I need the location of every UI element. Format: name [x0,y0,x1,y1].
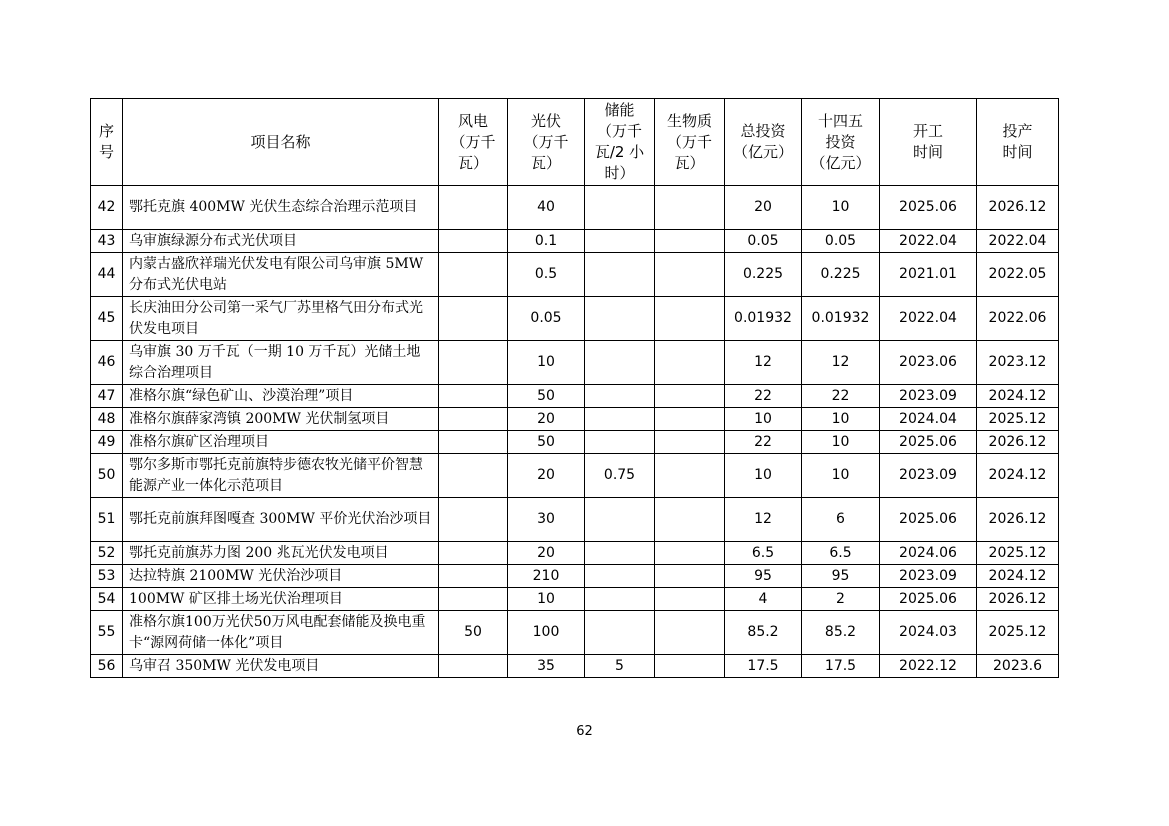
project-name: 鄂托克前旗苏力图 200 兆瓦光伏发电项目 [123,542,439,565]
table-row [91,542,1059,565]
plan-investment: 85.2 [802,611,880,655]
plan-investment: 10 [802,186,880,230]
wind-capacity [439,498,508,542]
biomass-capacity [655,498,725,542]
storage-capacity: 5 [585,655,655,678]
project-name: 达拉特旗 2100MW 光伏治沙项目 [123,565,439,588]
table-body [91,186,1059,678]
table-row [91,408,1059,431]
start-time: 2025.06 [880,431,977,454]
table-row [91,611,1059,655]
project-name: 鄂尔多斯市鄂托克前旗特步德农牧光储平价智慧能源产业一体化示范项目 [123,454,439,498]
start-time: 2022.04 [880,297,977,341]
wind-capacity [439,230,508,253]
table-row [91,341,1059,385]
wind-capacity [439,297,508,341]
row-number: 42 [91,186,123,230]
plan-investment: 0.05 [802,230,880,253]
start-time: 2025.06 [880,498,977,542]
project-name: 100MW 矿区排土场光伏治理项目 [123,588,439,611]
plan-investment: 10 [802,454,880,498]
header-start-time: 开工 时间 [880,99,977,186]
row-number: 55 [91,611,123,655]
header-row [91,99,1059,186]
plan-investment: 10 [802,408,880,431]
wind-capacity [439,186,508,230]
pv-capacity: 20 [508,542,585,565]
operation-time: 2022.05 [977,253,1059,297]
table-row [91,431,1059,454]
start-time: 2023.09 [880,385,977,408]
table-row [91,385,1059,408]
storage-capacity [585,253,655,297]
operation-time: 2022.04 [977,230,1059,253]
total-investment: 12 [725,341,802,385]
biomass-capacity [655,408,725,431]
biomass-capacity [655,253,725,297]
operation-time: 2026.12 [977,186,1059,230]
header-total-investment: 总投资 （亿元） [725,99,802,186]
storage-capacity [585,408,655,431]
operation-time: 2025.12 [977,408,1059,431]
storage-capacity: 0.75 [585,454,655,498]
storage-capacity [585,565,655,588]
plan-investment: 95 [802,565,880,588]
table-row [91,454,1059,498]
operation-time: 2026.12 [977,498,1059,542]
pv-capacity: 0.5 [508,253,585,297]
total-investment: 10 [725,454,802,498]
wind-capacity [439,565,508,588]
project-name: 乌审旗 30 万千瓦（一期 10 万千瓦）光储土地综合治理项目 [123,341,439,385]
start-time: 2024.03 [880,611,977,655]
header-biomass: 生物质 （万千 瓦） [655,99,725,186]
start-time: 2023.09 [880,454,977,498]
plan-investment: 0.225 [802,253,880,297]
operation-time: 2024.12 [977,565,1059,588]
project-name: 准格尔旗“绿色矿山、沙漠治理”项目 [123,385,439,408]
row-number: 44 [91,253,123,297]
plan-investment: 6 [802,498,880,542]
biomass-capacity [655,297,725,341]
start-time: 2022.12 [880,655,977,678]
table-row [91,253,1059,297]
pv-capacity: 20 [508,454,585,498]
pv-capacity: 50 [508,385,585,408]
header-name: 项目名称 [123,99,439,186]
wind-capacity [439,588,508,611]
start-time: 2022.04 [880,230,977,253]
start-time: 2021.01 [880,253,977,297]
row-number: 43 [91,230,123,253]
operation-time: 2026.12 [977,431,1059,454]
start-time: 2024.06 [880,542,977,565]
pv-capacity: 0.1 [508,230,585,253]
start-time: 2023.06 [880,341,977,385]
biomass-capacity [655,565,725,588]
total-investment: 20 [725,186,802,230]
pv-capacity: 20 [508,408,585,431]
total-investment: 10 [725,408,802,431]
header-14th-plan-investment: 十四五 投资 （亿元） [802,99,880,186]
project-name: 准格尔旗薛家湾镇 200MW 光伏制氢项目 [123,408,439,431]
biomass-capacity [655,588,725,611]
table-row [91,230,1059,253]
wind-capacity [439,431,508,454]
pv-capacity: 0.05 [508,297,585,341]
total-investment: 6.5 [725,542,802,565]
table-row [91,655,1059,678]
biomass-capacity [655,186,725,230]
total-investment: 12 [725,498,802,542]
page-number: 62 [576,724,593,739]
row-number: 51 [91,498,123,542]
wind-capacity [439,385,508,408]
wind-capacity: 50 [439,611,508,655]
plan-investment: 0.01932 [802,297,880,341]
table-row [91,588,1059,611]
header-pv: 光伏 （万千 瓦） [508,99,585,186]
project-name: 乌审旗绿源分布式光伏项目 [123,230,439,253]
biomass-capacity [655,655,725,678]
pv-capacity: 210 [508,565,585,588]
biomass-capacity [655,454,725,498]
total-investment: 85.2 [725,611,802,655]
storage-capacity [585,297,655,341]
storage-capacity [585,186,655,230]
storage-capacity [585,341,655,385]
biomass-capacity [655,230,725,253]
storage-capacity [585,385,655,408]
storage-capacity [585,542,655,565]
total-investment: 95 [725,565,802,588]
row-number: 53 [91,565,123,588]
wind-capacity [439,542,508,565]
storage-capacity [585,498,655,542]
row-number: 50 [91,454,123,498]
plan-investment: 10 [802,431,880,454]
biomass-capacity [655,431,725,454]
project-name: 乌审召 350MW 光伏发电项目 [123,655,439,678]
plan-investment: 6.5 [802,542,880,565]
storage-capacity [585,611,655,655]
pv-capacity: 10 [508,588,585,611]
storage-capacity [585,431,655,454]
row-number: 54 [91,588,123,611]
pv-capacity: 30 [508,498,585,542]
table-row [91,186,1059,230]
biomass-capacity [655,385,725,408]
operation-time: 2022.06 [977,297,1059,341]
start-time: 2025.06 [880,186,977,230]
header-storage: 储能 （万千 瓦/2 小 时） [585,99,655,186]
row-number: 49 [91,431,123,454]
row-number: 46 [91,341,123,385]
project-name: 准格尔旗100万光伏50万风电配套储能及换电重卡“源网荷储一体化”项目 [123,611,439,655]
wind-capacity [439,454,508,498]
total-investment: 4 [725,588,802,611]
wind-capacity [439,655,508,678]
biomass-capacity [655,341,725,385]
total-investment: 0.01932 [725,297,802,341]
row-number: 45 [91,297,123,341]
operation-time: 2024.12 [977,385,1059,408]
start-time: 2024.04 [880,408,977,431]
operation-time: 2025.12 [977,542,1059,565]
table-row [91,565,1059,588]
operation-time: 2025.12 [977,611,1059,655]
storage-capacity [585,588,655,611]
biomass-capacity [655,542,725,565]
plan-investment: 12 [802,341,880,385]
pv-capacity: 10 [508,341,585,385]
plan-investment: 2 [802,588,880,611]
operation-time: 2023.12 [977,341,1059,385]
total-investment: 22 [725,431,802,454]
project-name: 鄂托克旗 400MW 光伏生态综合治理示范项目 [123,186,439,230]
project-name: 内蒙古盛欣祥瑞光伏发电有限公司乌审旗 5MW 分布式光伏电站 [123,253,439,297]
start-time: 2025.06 [880,588,977,611]
row-number: 52 [91,542,123,565]
row-number: 56 [91,655,123,678]
wind-capacity [439,341,508,385]
pv-capacity: 50 [508,431,585,454]
wind-capacity [439,408,508,431]
plan-investment: 17.5 [802,655,880,678]
project-name: 准格尔旗矿区治理项目 [123,431,439,454]
header-operation-time: 投产 时间 [977,99,1059,186]
header-wind: 风电 （万千 瓦） [439,99,508,186]
header-no: 序 号 [91,99,123,186]
operation-time: 2026.12 [977,588,1059,611]
operation-time: 2023.6 [977,655,1059,678]
start-time: 2023.09 [880,565,977,588]
project-table [90,98,1059,678]
storage-capacity [585,230,655,253]
total-investment: 0.225 [725,253,802,297]
pv-capacity: 100 [508,611,585,655]
project-name: 长庆油田分公司第一采气厂苏里格气田分布式光伏发电项目 [123,297,439,341]
total-investment: 22 [725,385,802,408]
table-row [91,297,1059,341]
project-name: 鄂托克前旗拜图嘎查 300MW 平价光伏治沙项目 [123,498,439,542]
wind-capacity [439,253,508,297]
plan-investment: 22 [802,385,880,408]
total-investment: 0.05 [725,230,802,253]
pv-capacity: 35 [508,655,585,678]
row-number: 47 [91,385,123,408]
row-number: 48 [91,408,123,431]
total-investment: 17.5 [725,655,802,678]
table-row [91,498,1059,542]
pv-capacity: 40 [508,186,585,230]
operation-time: 2024.12 [977,454,1059,498]
biomass-capacity [655,611,725,655]
